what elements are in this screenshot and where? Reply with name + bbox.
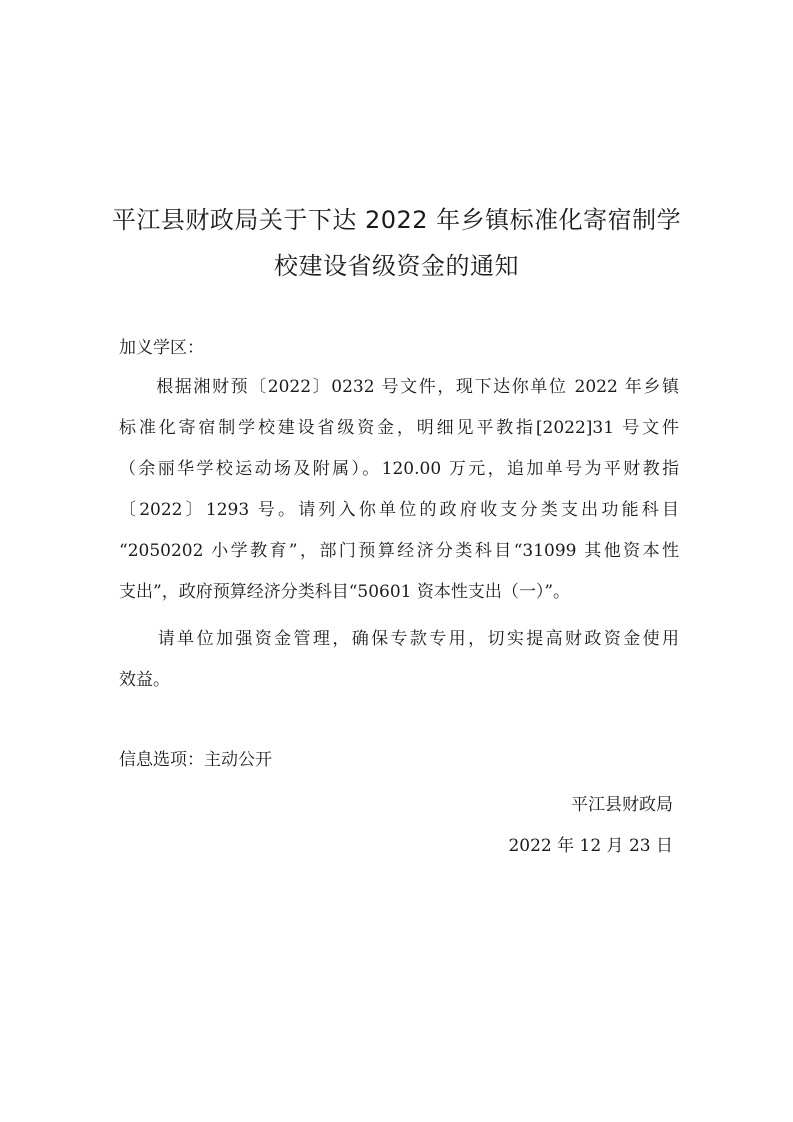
issuer-signature: 平江县财政局 [571,795,673,815]
document-title-line-2: 校建设省级资金的通知 [274,252,519,280]
body-paragraph-1-line-4: 〔2022〕1293 号。请列入你单位的政府收支分类支出功能科目 [119,500,679,520]
salutation: 加义学区： [119,338,204,358]
body-paragraph-1-line-3: （余丽华学校运动场及附属）。120.00 万元，追加单号为平财教指 [119,459,679,479]
body-paragraph-1-line-5: “2050202 小学教育”，部门预算经济分类科目“31099 其他资本性 [119,541,679,561]
document-title-line-1: 平江县财政局关于下达 2022 年乡镇标准化寄宿制学 [111,206,682,234]
body-paragraph-1-line-6: 支出”，政府预算经济分类科目“50601 资本性支出（一）”。 [119,582,571,602]
body-paragraph-1-line-2: 标准化寄宿制学校建设省级资金，明细见平教指[2022]31 号文件 [119,418,679,438]
body-paragraph-2-line-2: 效益。 [119,670,170,690]
body-paragraph-2-line-1: 请单位加强资金管理，确保专款专用，切实提高财政资金使用 [119,629,679,649]
body-paragraph-1-line-1: 根据湘财预〔2022〕0232 号文件，现下达你单位 2022 年乡镇 [119,377,679,397]
issue-date: 2022 年 12 月 23 日 [508,836,673,856]
disclosure-option: 信息选项：主动公开 [119,750,272,770]
